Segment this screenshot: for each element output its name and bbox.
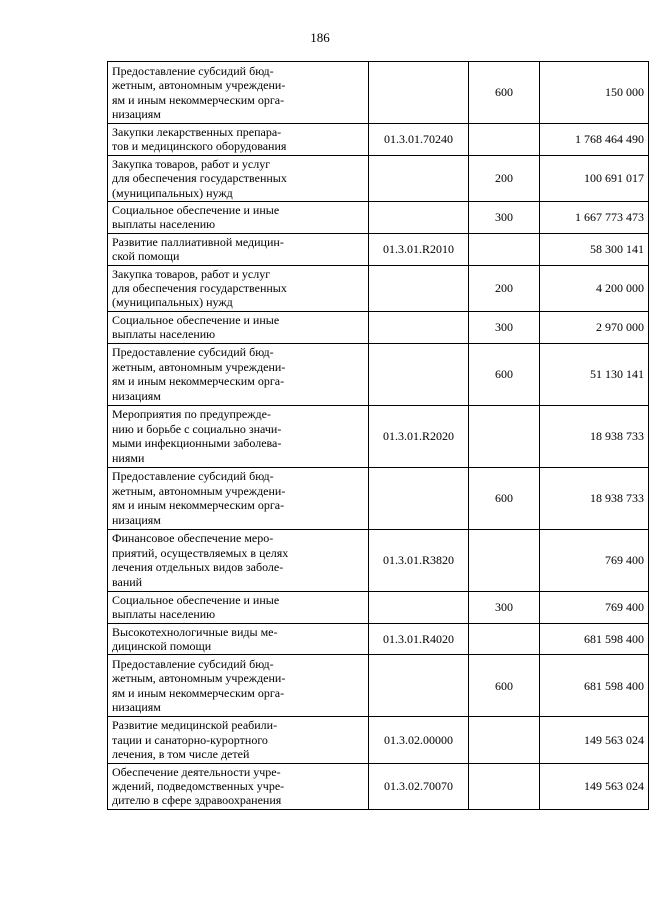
row-amount: 149 563 024 [540, 717, 649, 763]
budget-table [107, 61, 649, 810]
row-name-cell [108, 763, 369, 809]
row-name-cell [108, 591, 369, 623]
row-expense-type: 300 [469, 591, 540, 623]
table-row [108, 265, 649, 311]
row-name-cell [108, 311, 369, 343]
row-expense-type: 600 [469, 343, 540, 405]
row-code: 01.3.01.70240 [369, 124, 469, 156]
table-row [108, 717, 649, 763]
row-amount: 2 970 000 [540, 311, 649, 343]
table-row [108, 623, 649, 655]
page-number: 186 [310, 30, 330, 45]
row-name: Закупки лекарственных препара- тов и медицинского оборудования [112, 125, 287, 154]
row-code: 01.3.01.R2020 [369, 405, 469, 467]
row-expense-type: 200 [469, 155, 540, 201]
table-row [108, 62, 649, 124]
row-expense-type [469, 529, 540, 591]
row-code: 01.3.02.70070 [369, 763, 469, 809]
row-amount: 100 691 017 [540, 155, 649, 201]
row-name: Предоставление субсидий бюд- жетным, автономным учреждени- ям и иным некоммерческим орга- низациям [112, 345, 286, 403]
row-amount: 1 768 464 490 [540, 124, 649, 156]
row-name: Предоставление субсидий бюд- жетным, автономным учреждени- ям и иным некоммерческим орга- низациям [112, 63, 286, 121]
row-name-cell [108, 655, 369, 717]
row-name: Развитие паллиативной медицин- ской помощи [112, 234, 284, 264]
row-expense-type: 300 [469, 311, 540, 343]
row-amount: 4 200 000 [540, 265, 649, 311]
table-row [108, 591, 649, 623]
row-code [369, 62, 469, 124]
row-name-cell [108, 717, 369, 763]
row-expense-type: 300 [469, 202, 540, 234]
row-name-cell [108, 155, 369, 201]
row-amount: 769 400 [540, 591, 649, 623]
row-name-cell [108, 343, 369, 405]
table-row [108, 202, 649, 234]
row-code: 01.3.01.R4020 [369, 623, 469, 655]
row-expense-type: 200 [469, 265, 540, 311]
row-amount: 149 563 024 [540, 763, 649, 809]
table-row [108, 529, 649, 591]
row-amount: 681 598 400 [540, 623, 649, 655]
row-expense-type [469, 405, 540, 467]
row-name-cell [108, 62, 369, 124]
row-name-cell [108, 623, 369, 655]
row-expense-type: 600 [469, 655, 540, 717]
table-row [108, 343, 649, 405]
row-expense-type [469, 763, 540, 809]
row-expense-type [469, 717, 540, 763]
row-name: Социальное обеспечение и иные выплаты населению [112, 312, 280, 342]
row-amount: 18 938 733 [540, 467, 649, 529]
row-name: Предоставление субсидий бюд- жетным, автономным учреждени- ям и иным некоммерческим орга- низациям [112, 469, 286, 527]
row-name: Социальное обеспечение и иные выплаты населению [112, 592, 280, 622]
row-amount: 150 000 [540, 62, 649, 124]
row-name: Высокотехнологичные виды ме- дицинской помощи [112, 624, 278, 653]
row-expense-type: 600 [469, 467, 540, 529]
table-row [108, 311, 649, 343]
row-amount: 1 667 773 473 [540, 202, 649, 234]
row-code [369, 155, 469, 201]
row-code [369, 591, 469, 623]
row-amount: 769 400 [540, 529, 649, 591]
row-code [369, 467, 469, 529]
row-name: Закупка товаров, работ и услуг для обеспечения государственных (муниципальных) нужд [112, 266, 287, 310]
row-expense-type [469, 623, 540, 655]
row-name: Предоставление субсидий бюд- жетным, автономным учреждени- ям и иным некоммерческим орга- низациям [112, 657, 286, 715]
table-row [108, 405, 649, 467]
row-name-cell [108, 124, 369, 156]
row-expense-type: 600 [469, 62, 540, 124]
row-name: Социальное обеспечение и иные выплаты населению [112, 203, 280, 232]
row-code [369, 311, 469, 343]
row-code [369, 343, 469, 405]
row-name: Обеспечение деятельности учре- ждений, подведомственных учре- дителю в сфере здравоохранения [112, 764, 285, 808]
row-code: 01.3.01.R2010 [369, 233, 469, 265]
row-amount: 51 130 141 [540, 343, 649, 405]
table-row [108, 155, 649, 201]
table-row [108, 655, 649, 717]
row-code [369, 655, 469, 717]
row-expense-type [469, 124, 540, 156]
row-amount: 681 598 400 [540, 655, 649, 717]
row-name: Закупка товаров, работ и услуг для обеспечения государственных (муниципальных) нужд [112, 156, 287, 200]
row-name-cell [108, 233, 369, 265]
row-name: Развитие медицинской реабили- тации и санаторно-курортного лечения, в том числе детей [112, 718, 278, 762]
row-amount: 58 300 141 [540, 233, 649, 265]
table-row [108, 233, 649, 265]
row-amount: 18 938 733 [540, 405, 649, 467]
row-code [369, 202, 469, 234]
table-row [108, 763, 649, 809]
table-row [108, 467, 649, 529]
row-name-cell [108, 265, 369, 311]
row-name: Мероприятия по предупрежде- нию и борьбе с социально значи- мыми инфекционными заболева- ниями [112, 407, 282, 465]
row-name-cell [108, 467, 369, 529]
row-name-cell [108, 405, 369, 467]
row-name: Финансовое обеспечение меро- приятий, осуществляемых в целях лечения отдельных видов заболе- ваний [112, 531, 289, 589]
row-code: 01.3.02.00000 [369, 717, 469, 763]
row-code [369, 265, 469, 311]
row-name-cell [108, 202, 369, 234]
row-code: 01.3.01.R3820 [369, 529, 469, 591]
row-name-cell [108, 529, 369, 591]
row-expense-type [469, 233, 540, 265]
table-row [108, 124, 649, 156]
